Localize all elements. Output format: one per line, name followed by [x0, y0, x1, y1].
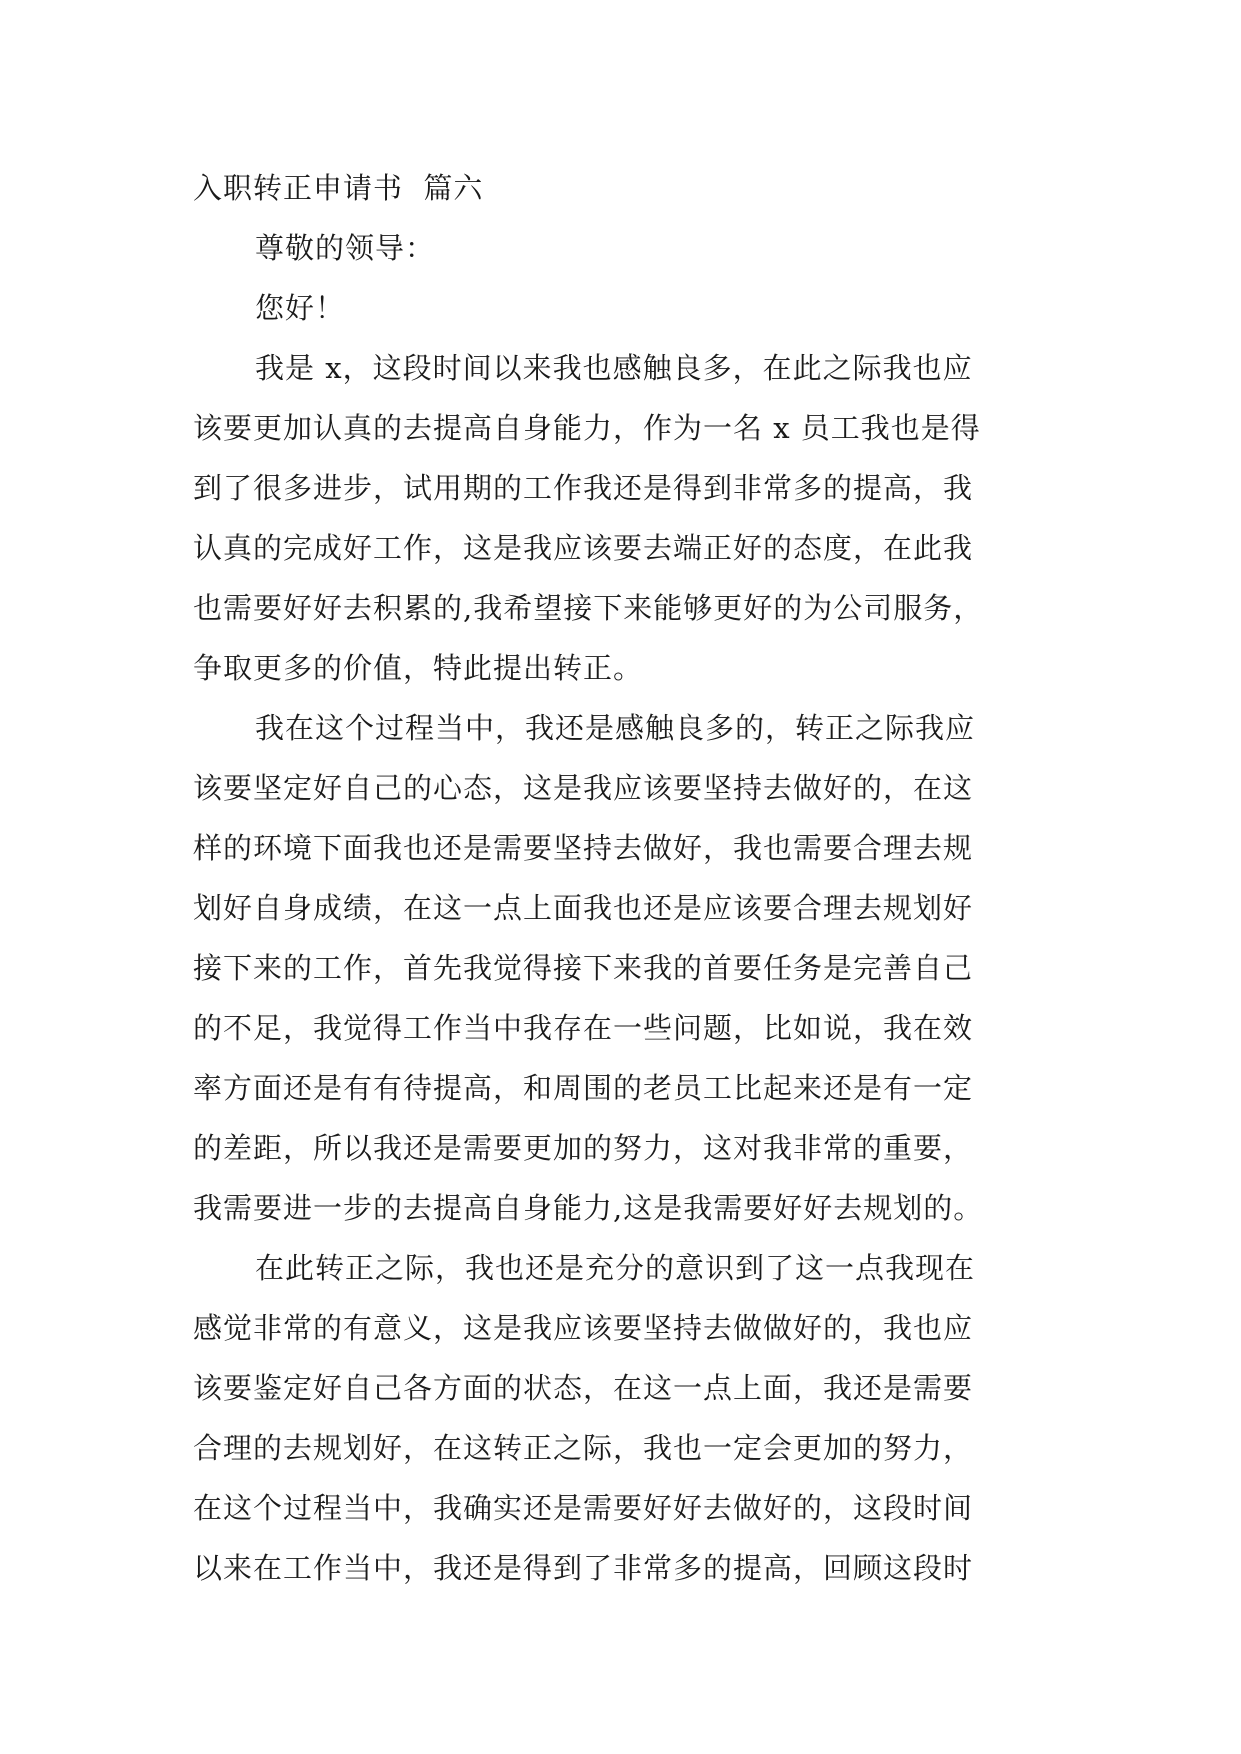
paragraph-line: 在这个过程当中，我确实还是需要好好去做好的，这段时间 — [193, 1491, 974, 1525]
paragraph-line: 的差距，所以我还是需要更加的努力，这对我非常的重要， — [193, 1131, 974, 1165]
paragraph-line: 该要坚定好自己的心态，这是我应该要坚持去做好的，在这 — [193, 771, 974, 805]
paragraph-line: 该要更加认真的去提高自身能力，作为一名 x 员工我也是得 — [193, 411, 981, 445]
paragraph-line: 我需要进一步的去提高自身能力,这是我需要好好去规划的。 — [193, 1191, 984, 1225]
paragraph-line: 认真的完成好工作，这是我应该要去端正好的态度，在此我 — [193, 531, 974, 565]
paragraph-line: 我是 x，这段时间以来我也感触良多，在此之际我也应 — [255, 351, 973, 385]
paragraph-line: 也需要好好去积累的,我希望接下来能够更好的为公司服务， — [193, 591, 984, 625]
paragraph-line: 感觉非常的有意义，这是我应该要坚持去做做好的，我也应 — [193, 1311, 974, 1345]
salutation: 尊敬的领导： — [255, 231, 436, 265]
paragraph-line: 以来在工作当中，我还是得到了非常多的提高，回顾这段时 — [193, 1551, 974, 1585]
paragraph-line: 划好自身成绩，在这一点上面我也还是应该要合理去规划好 — [193, 891, 974, 925]
paragraph-line: 率方面还是有有待提高，和周围的老员工比起来还是有一定 — [193, 1071, 974, 1105]
paragraph-line: 该要鉴定好自己各方面的状态，在这一点上面，我还是需要 — [193, 1371, 974, 1405]
paragraph-line: 争取更多的价值，特此提出转正。 — [193, 651, 644, 685]
paragraph-2 — [193, 698, 1053, 1238]
paragraph-1 — [193, 338, 1053, 698]
document-title: 入职转正申请书 篇六 — [193, 171, 484, 205]
paragraph-3 — [193, 1238, 1053, 1598]
paragraph-line: 合理的去规划好，在这转正之际，我也一定会更加的努力， — [193, 1431, 974, 1465]
paragraph-line: 接下来的工作，首先我觉得接下来我的首要任务是完善自己 — [193, 951, 974, 985]
paragraph-line: 的不足，我觉得工作当中我存在一些问题，比如说，我在效 — [193, 1011, 974, 1045]
paragraph-line: 到了很多进步，试用期的工作我还是得到非常多的提高，我 — [193, 471, 974, 505]
greeting: 您好！ — [255, 291, 346, 325]
paragraph-line: 我在这个过程当中，我还是感触良多的，转正之际我应 — [255, 711, 976, 745]
document-body — [193, 158, 1053, 1598]
paragraph-line: 样的环境下面我也还是需要坚持去做好，我也需要合理去规 — [193, 831, 974, 865]
paragraph-line: 在此转正之际，我也还是充分的意识到了这一点我现在 — [255, 1251, 976, 1285]
